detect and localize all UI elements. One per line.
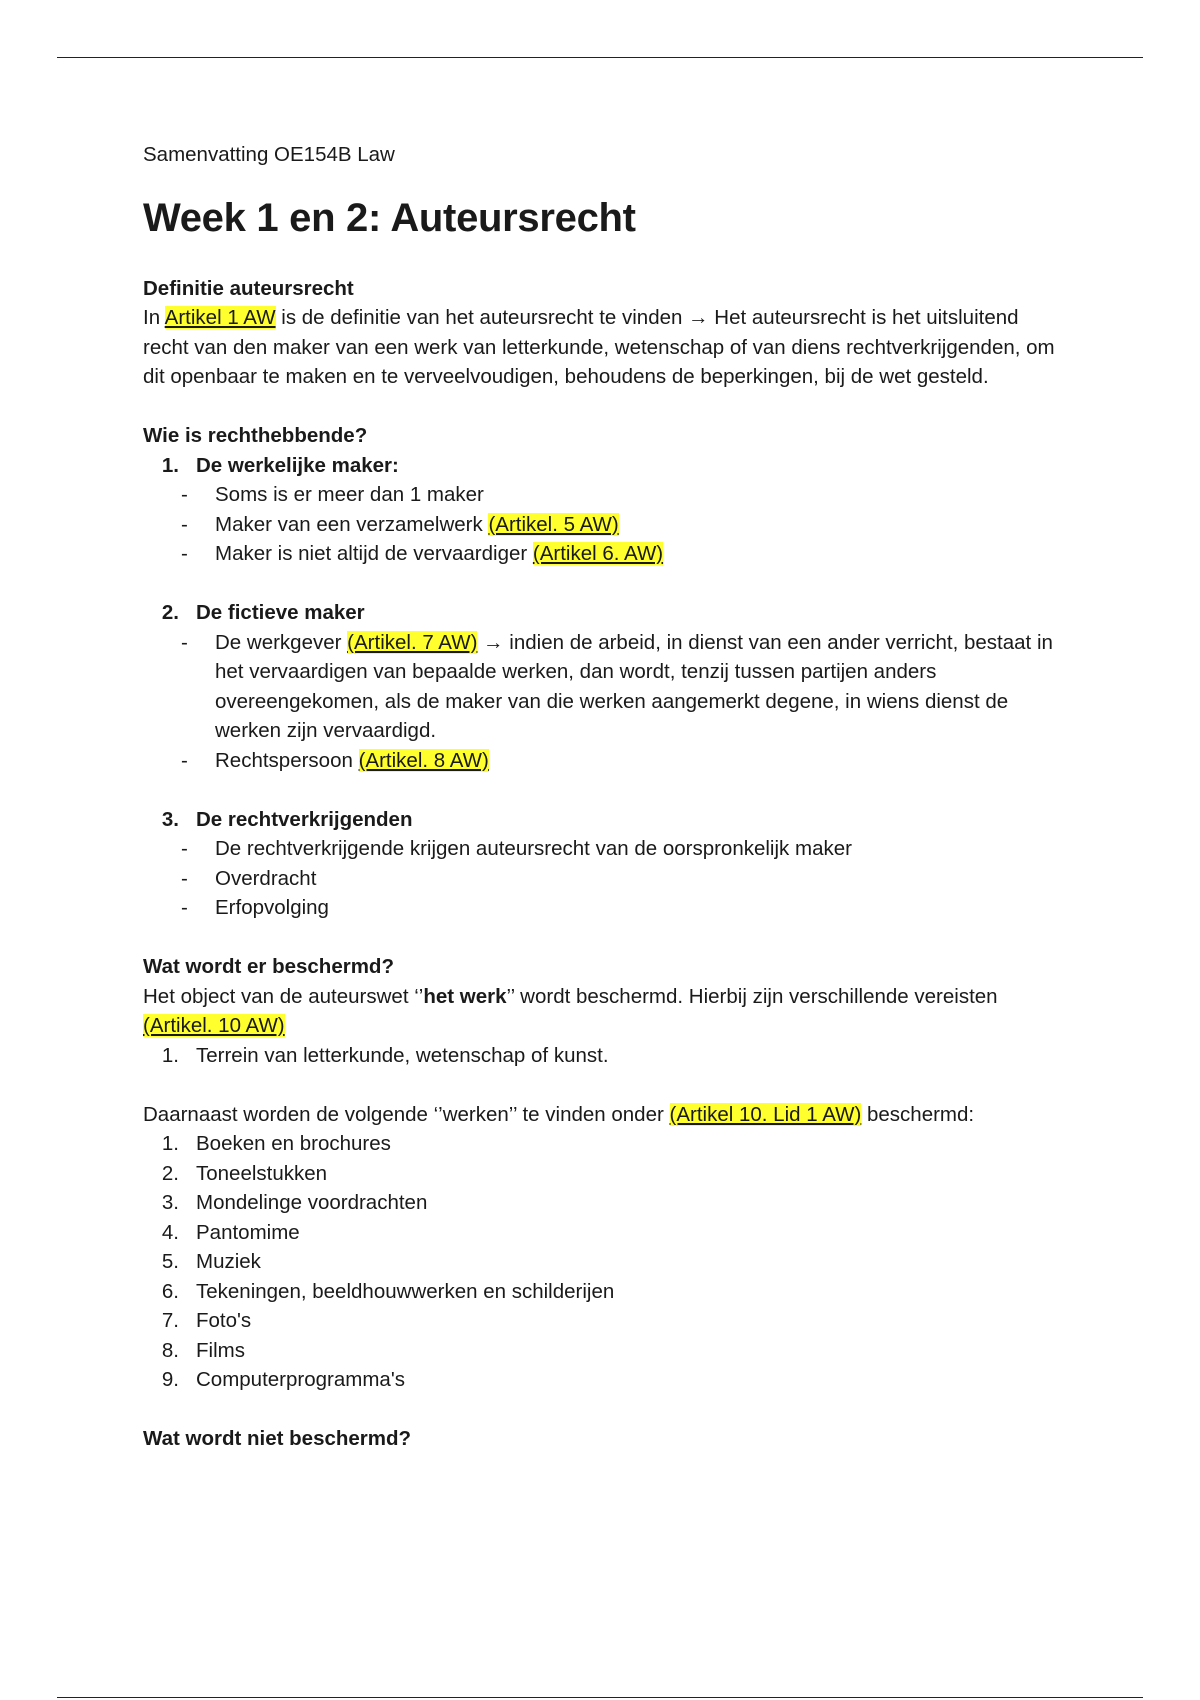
group-heading [143,805,1063,835]
bullet-label: Erfopvolging [215,896,329,919]
bottom-rule [57,1697,1143,1698]
group-title: De fictieve maker [196,601,365,624]
werken-list [143,1129,1063,1395]
bullet-item [143,480,1063,510]
group-title: De rechtverkrijgenden [196,807,413,831]
list-number: 1. [161,1132,179,1155]
group-number: 3. [161,807,179,831]
bullet-label: Rechtspersoon [215,748,359,772]
dash-marker: - [181,630,188,654]
dash-marker: - [181,837,188,860]
list-text: Terrein van letterkunde, wetenschap of kunst. [196,1043,609,1067]
list-text: Films [196,1338,245,1362]
list-item [143,1129,1063,1159]
dash-marker: - [181,483,188,506]
list-text: Boeken en brochures [196,1132,391,1155]
bullet-item [143,539,1063,569]
artikel-reference: (Artikel. 7 AW) [347,630,478,654]
list-item [143,1365,1063,1395]
artikel-reference: (Artikel. 5 AW) [488,512,619,536]
niet-beschermd-heading: Wat wordt niet beschermd? [143,1427,412,1450]
bullet-text [215,628,1063,746]
bullet-text [215,510,1063,540]
rechthebbende-groups [143,451,1063,953]
rechthebbende-heading: Wie is rechthebbende? [143,424,368,447]
list-text: Foto's [196,1309,252,1332]
artikel-reference: (Artikel 6. AW) [532,542,664,565]
list-item [143,1306,1063,1336]
bullet-item [143,893,1063,923]
list-number: 5. [161,1250,179,1273]
bullet-item [143,834,1063,864]
list-number: 2. [161,1161,179,1185]
dash-marker: - [181,542,188,565]
list-text: Muziek [196,1250,261,1273]
document-page [143,140,1063,1454]
bullet-label: Maker is niet altijd de vervaardiger [215,542,533,565]
section-definitie [143,274,1063,392]
werken-post: beschermd: [861,1102,975,1126]
bullet-text [215,746,1063,776]
list-item [143,1336,1063,1366]
list-text: Computerprogramma's [196,1368,405,1391]
spacer [143,775,1063,805]
list-text: Mondelinge voordrachten [196,1191,428,1214]
top-rule [57,57,1143,58]
artikel-10-reference: (Artikel. 10 AW) [143,1014,285,1037]
list-text: Tekeningen, beeldhouwwerken en schilderijen [196,1279,615,1303]
bullet-label: De rechtverkrijgende krijgen auteursrecht van de oorspronkelijk maker [215,837,852,860]
beschermd-heading: Wat wordt er beschermd? [143,955,394,978]
list-number: 8. [161,1338,179,1362]
het-werk-term: het werk [423,984,507,1008]
list-number: 4. [161,1220,179,1244]
list-number: 9. [161,1368,179,1391]
beschermd-paragraph [143,982,1063,1041]
dash-marker: - [181,512,188,536]
beschermd-mid: ’’ wordt beschermd. Hierbij zijn verschillende vereisten [506,984,998,1008]
werken-pre: Daarnaast worden de volgende ‘’werken’’ te vinden onder [143,1102,670,1126]
section-beschermd [143,952,1063,1395]
beschermd-pre: Het object van de auteurswet ‘’ [143,984,424,1008]
bullet-text [215,834,1063,864]
spacer [143,923,1063,953]
list-number: 6. [161,1279,179,1303]
group-heading [143,451,1063,481]
list-item [143,1247,1063,1277]
bullet-label: Overdracht [215,866,317,890]
dash-marker: - [181,866,188,890]
group-number: 1. [161,453,179,477]
bullet-item [143,746,1063,776]
list-text: Pantomime [196,1220,300,1244]
group-number: 2. [161,601,179,624]
definitie-heading: Definitie auteursrecht [143,276,354,300]
vereisten-list [143,1041,1063,1071]
werken-paragraph [143,1100,1063,1130]
artikel-1-reference: Artikel 1 AW [164,306,276,329]
page-title: Week 1 en 2: Auteursrecht [143,195,636,240]
dash-marker: - [181,896,188,919]
bullet-continuation: → indien de arbeid, in dienst van een ander verricht, bestaat in het vervaardigen van bepaalde werken, dan wordt, tenzij tussen partijen anders overeengekomen, als de maker van die werken aangemerkt degene, in wiens dienst de werken zijn vervaardigd. [215,630,1053,742]
definitie-text: is de definitie van het auteursrecht te vinden → Het auteursrecht is het uitsluitend recht van den maker van een werk van letterkunde, wetenschap of van diens rechtverkrijgenden, om dit openbaar te maken en te verveelvoudigen, behoudens de beperkingen, bij de wet gesteld. [143,306,1055,388]
bullet-label: De werkgever [215,630,348,654]
spacer [143,569,1063,599]
list-number: 3. [161,1191,179,1214]
bullet-text [215,539,1063,569]
bullet-item [143,628,1063,746]
group-title: De werkelijke maker: [196,453,399,477]
bullet-item [143,510,1063,540]
group-heading [143,598,1063,628]
definitie-pre: In [143,306,165,329]
section-rechthebbende [143,421,1063,952]
list-item [143,1218,1063,1248]
list-item [143,1041,1063,1071]
bullet-text [215,480,1063,510]
dash-marker: - [181,748,188,772]
list-number: 7. [161,1309,179,1332]
list-item [143,1277,1063,1307]
artikel-10-lid-1-reference: (Artikel 10. Lid 1 AW) [669,1102,862,1126]
artikel-reference: (Artikel. 8 AW) [358,748,489,772]
list-item [143,1188,1063,1218]
list-number: 1. [161,1043,179,1067]
bullet-item [143,864,1063,894]
document-subtitle: Samenvatting OE154B Law [143,143,395,166]
list-text: Toneelstukken [196,1161,328,1185]
bullet-label: Maker van een verzamelwerk [215,512,489,536]
definitie-paragraph [143,303,1063,392]
bullet-text [215,864,1063,894]
bullet-text [215,893,1063,923]
bullet-label: Soms is er meer dan 1 maker [215,483,484,506]
list-item [143,1159,1063,1189]
